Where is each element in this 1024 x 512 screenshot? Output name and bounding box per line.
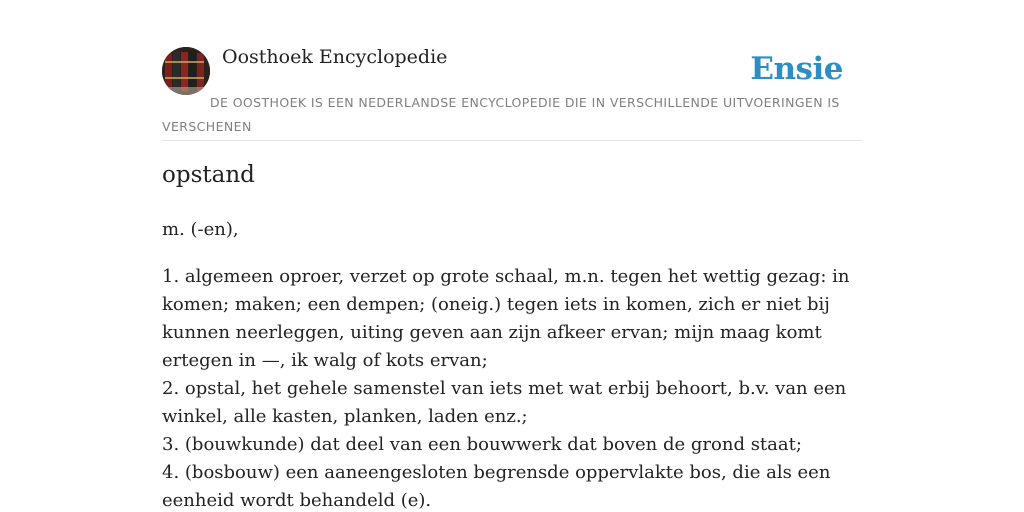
site-tagline: DE OOSTHOEK IS EEN NEDERLANDSE ENCYCLOPEDIE DIE IN VERSCHILLENDE UITVOERINGEN IS VERSCHENEN (162, 95, 840, 134)
book-spines-icon[interactable] (162, 47, 210, 95)
entry-definitions (162, 263, 862, 512)
definition-item: 1. algemeen oproer, verzet op grote schaal, m.n. tegen het wettig gezag: in komen; maken; een dempen; (oneig.) tegen iets in komen, zich er niet bij kunnen neerleggen, uiting geven aan zijn afkeer ervan; mijn maag komt ertegen in —, ik walg of kots ervan; (162, 266, 850, 371)
entry-grammar: m. (-en), (162, 219, 239, 240)
entry-content (162, 216, 862, 512)
site-header (162, 40, 862, 141)
definition-item: 2. opstal, het gehele samenstel van iets met wat erbij behoort, b.v. van een winkel, alle kasten, planken, laden enz.; (162, 378, 847, 427)
entry-headword: opstand (162, 162, 255, 188)
brand-logo-link[interactable]: Ensie (750, 51, 843, 87)
site-title[interactable]: Oosthoek Encyclopedie (222, 46, 448, 68)
definition-item: 3. (bouwkunde) dat deel van een bouwwerk dat boven de grond staat; (162, 434, 802, 455)
definition-item: 4. (bosbouw) een aaneengesloten begrensde oppervlakte bos, die als een eenheid wordt behandeld (e). (162, 462, 831, 511)
